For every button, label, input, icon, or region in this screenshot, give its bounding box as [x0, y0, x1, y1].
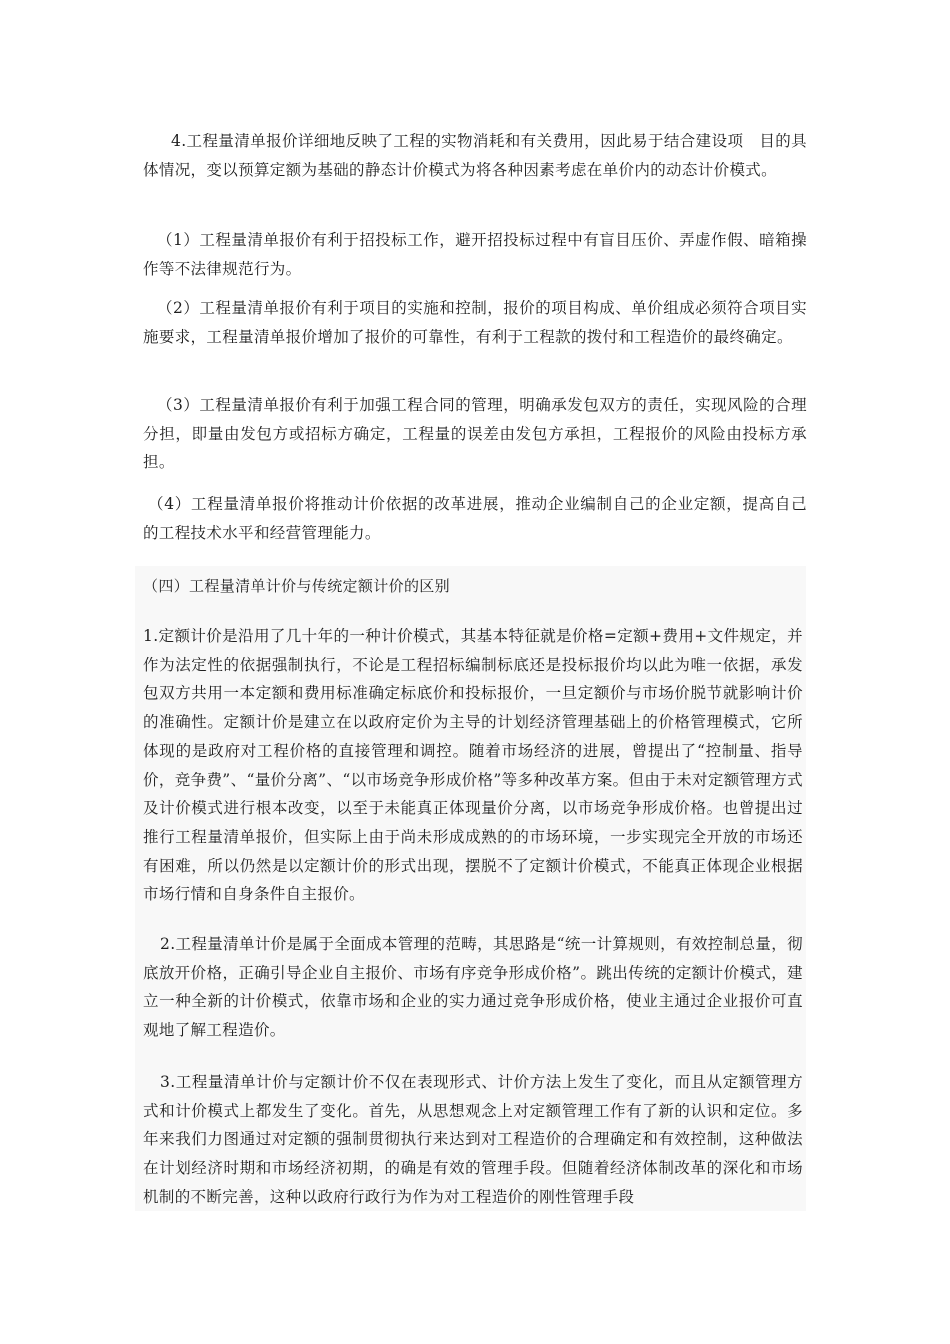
list-item-3: （3）工程量清单报价有利于加强工程合同的管理，明确承发包双方的责任，实现风险的合理分担，即量由发包方或招标方确定，工程量的误差由发包方承担，工程报价的风险由投标方承担。	[143, 396, 807, 471]
paragraph-bill-pricing: 2.工程量清单计价是属于全面成本管理的范畴，其思路是“统一计算规则，有效控制总量，彻底放开价格，正确引导企业自主报价、市场有序竞争形成价格”。跳出传统的定额计价模式，建立一种全新的计价模式，依靠市场和企业的实力通过竞争形成价格，使业主通过企业报价可直观地了解工程造价。	[143, 935, 803, 1040]
list-item-4: （4）工程量清单报价将推动计价依据的改革进展，推动企业编制自己的企业定额，提高自己的工程技术水平和经营管理能力。	[143, 495, 807, 542]
section-heading: （四）工程量清单计价与传统定额计价的区别	[143, 577, 451, 595]
paragraph-point-4: 4.工程量清单报价详细地反映了工程的实物消耗和有关费用，因此易于结合建设项 目的具体情况，变以预算定额为基础的静态计价模式为将各种因素考虑在单价内的动态计价模式。	[143, 132, 807, 179]
paragraph-differences: 3.工程量清单计价与定额计价不仅在表现形式、计价方法上发生了变化，而且从定额管理方式和计价模式上都发生了变化。首先，从思想观念上对定额管理工作有了新的认识和定位。多年来我们力图通过对定额的强制贯彻执行来达到对工程造价的合理确定和有效控制，这种做法在计划经济时期和市场经济初期，的确是有效的管理手段。但随着经济体制改革的深化和市场机制的不断完善，这种以政府行政行为作为对工程造价的刚性管理手段	[143, 1073, 803, 1206]
list-item-1: （1）工程量清单报价有利于招投标工作，避开招投标过程中有盲目压价、弄虚作假、暗箱操作等不法律规范行为。	[143, 231, 807, 278]
list-item-2: （2）工程量清单报价有利于项目的实施和控制，报价的项目构成、单价组成必须符合项目实施要求，工程量清单报价增加了报价的可靠性，有利于工程款的拨付和工程造价的最终确定。	[143, 299, 807, 346]
paragraph-quota-pricing: 1.定额计价是沿用了几十年的一种计价模式，其基本特征就是价格=定额+费用+文件规定，并作为法定性的依据强制执行，不论是工程招标编制标底还是投标报价均以此为唯一依据，承发包双方共用一本定额和费用标准确定标底价和投标报价，一旦定额价与市场价脱节就影响计价的准确性。定额计价是建立在以政府定价为主导的计划经济管理基础上的价格管理模式，它所体现的是政府对工程价格的直接管理和调控。随着市场经济的进展，曾提出了“控制量、指导价，竞争费”、“量价分离”、“以市场竞争形成价格”等多种改革方案。但由于未对定额管理方式及计价模式进行根本改变，以至于未能真正体现量价分离，以市场竞争形成价格。也曾提出过推行工程量清单报价，但实际上由于尚未形成成熟的的市场环境，一步实现完全开放的市场还有困难，所以仍然是以定额计价的形式出现，摆脱不了定额计价模式，不能真正体现企业根据市场行情和自身条件自主报价。	[143, 627, 803, 904]
